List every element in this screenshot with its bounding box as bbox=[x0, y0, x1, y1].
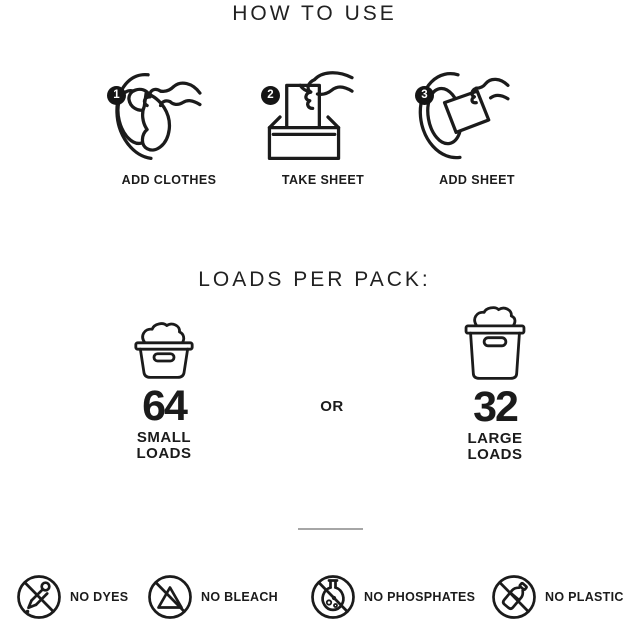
no-plastic-crossed-bottle-icon bbox=[490, 573, 538, 621]
or-label: OR bbox=[320, 398, 344, 415]
small-loads-count: 64 bbox=[142, 382, 186, 430]
steps-row bbox=[94, 70, 552, 187]
step-3-label: ADD SHEET bbox=[439, 173, 515, 187]
free-from-no-phosphates bbox=[309, 573, 475, 621]
small-laundry-basket-icon bbox=[94, 321, 234, 381]
no-dyes-label: NO DYES bbox=[70, 590, 129, 604]
no-phosphates-label: NO PHOSPHATES bbox=[364, 590, 476, 604]
no-bleach-label: NO BLEACH bbox=[201, 590, 279, 604]
large-loads-count: 32 bbox=[473, 383, 517, 431]
no-dyes-crossed-dropper-icon bbox=[15, 573, 63, 621]
hand-taking-sheet-from-box-icon bbox=[248, 70, 398, 166]
large-loads-size-label: LARGE bbox=[467, 429, 523, 447]
step-2-number-badge: 2 bbox=[261, 86, 280, 105]
step-3-number-badge: 3 bbox=[415, 86, 434, 105]
step-take-sheet bbox=[248, 70, 398, 187]
step-1-label: ADD CLOTHES bbox=[121, 173, 217, 187]
hand-adding-sheet-to-washer-drum-icon bbox=[402, 70, 552, 166]
how-to-use-title: HOW TO USE bbox=[232, 2, 397, 25]
step-2-label: TAKE SHEET bbox=[281, 173, 365, 187]
free-from-no-dyes bbox=[15, 573, 128, 621]
hand-loading-clothes-into-washer-drum-icon bbox=[94, 70, 244, 166]
no-bleach-crossed-triangle-icon bbox=[146, 573, 194, 621]
no-plastic-label: NO PLASTIC bbox=[545, 590, 624, 604]
option-small-loads bbox=[94, 321, 234, 461]
step-1-number-badge: 1 bbox=[107, 86, 126, 105]
small-loads-size-label: SMALL bbox=[136, 428, 192, 446]
no-phosphates-crossed-flask-icon bbox=[309, 573, 357, 621]
large-laundry-bucket-icon bbox=[425, 306, 565, 382]
large-loads-type-label: LOADS bbox=[467, 445, 523, 463]
free-from-no-plastic bbox=[490, 573, 624, 621]
small-loads-type-label: LOADS bbox=[136, 444, 192, 462]
option-large-loads bbox=[425, 306, 565, 462]
section-divider bbox=[298, 528, 363, 530]
step-add-sheet bbox=[402, 70, 552, 187]
loads-per-pack-title: LOADS PER PACK: bbox=[198, 268, 431, 291]
step-add-clothes bbox=[94, 70, 244, 187]
free-from-no-bleach bbox=[146, 573, 278, 621]
